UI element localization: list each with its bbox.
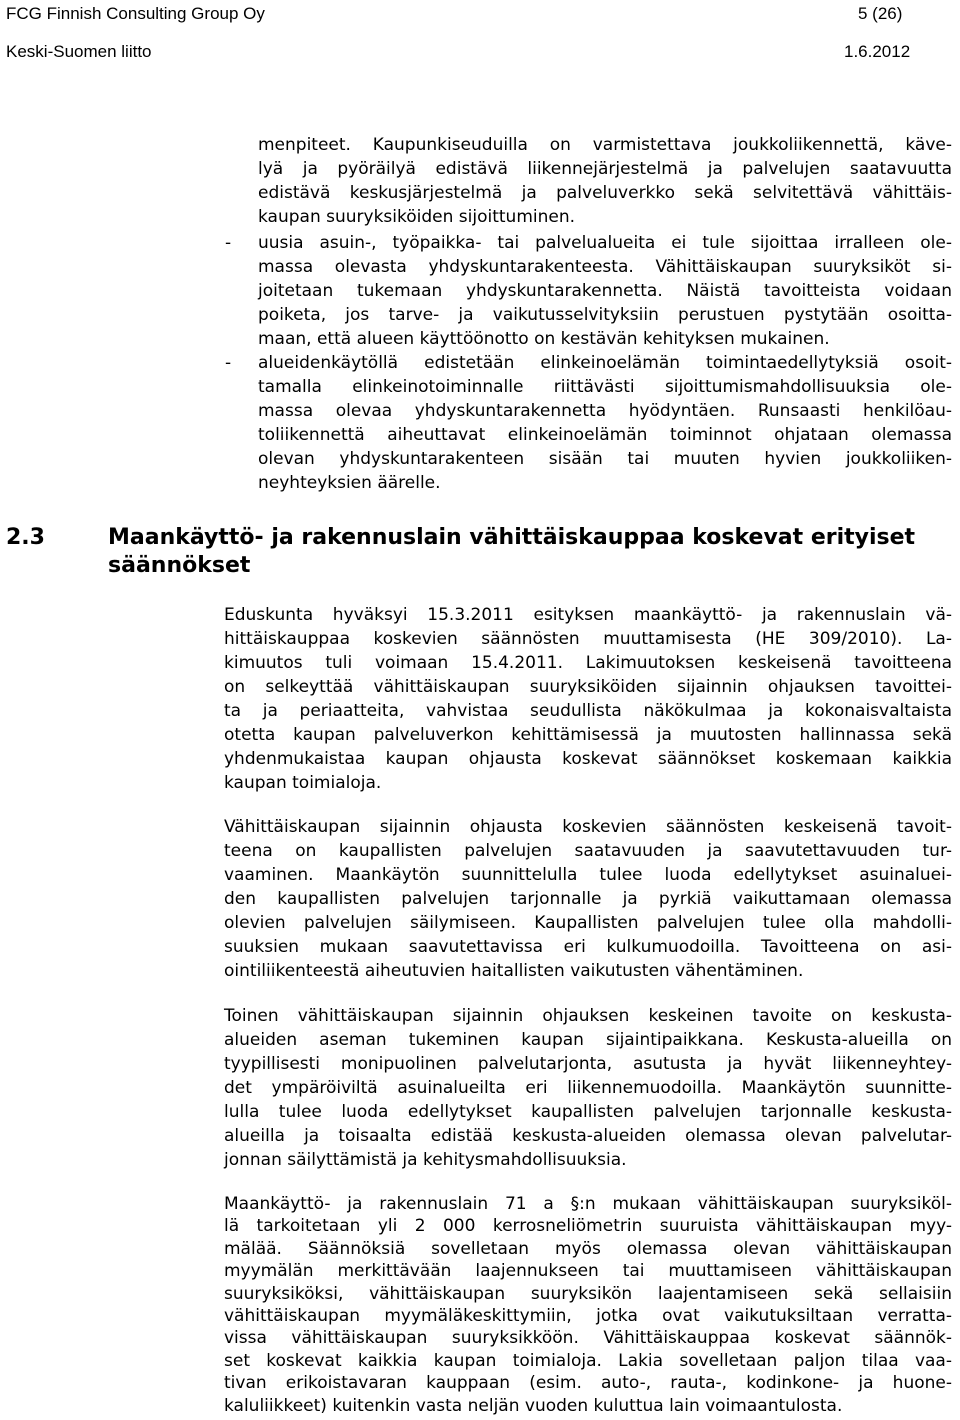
paragraph-line: lyä ja pyöräilyä edistävä liikennejärjestelmä ja palvelujen saatavuutta: [258, 159, 952, 179]
section-number: 2.3: [6, 525, 45, 550]
bullet-line: poiketa, jos tarve- ja vaikutusselvityksiin perustuen pystytään osoitta-: [258, 305, 952, 325]
paragraph-line: ointiliikenteestä aiheutuvien haitallisten vaikutusten vähentäminen.: [224, 961, 804, 981]
bullet-line: toliikennettä aiheuttavat elinkeinoelämän toiminnot ohjataan olemassa: [258, 425, 952, 445]
section-title-line: Maankäyttö- ja rakennuslain vähittäiskauppaa koskevat erityiset: [108, 525, 916, 550]
bullet-line: alueidenkäytöllä edistetään elinkeinoelämän toimintaedellytyksiä osoit-: [258, 353, 952, 373]
paragraph-line: tivan erikoistavaran kauppaan (esim. auto-, rauta-, kodinkone- ja huone-: [224, 1373, 952, 1394]
paragraph-line: kaupan toimialoja.: [224, 773, 382, 793]
paragraph-line: ta ja periaatteita, vahvistaa seudullista näkökulmaa ja kokonaisvaltaista: [224, 701, 952, 721]
header-company: FCG Finnish Consulting Group Oy: [6, 4, 265, 23]
paragraph-line: den kaupallisten palvelujen tarjonnalle ja pyrkiä vaikuttamaan olemassa: [224, 889, 952, 909]
bullet-dash: -: [225, 353, 232, 373]
paragraph-line: Maankäyttö- ja rakennuslain 71 a §:n mukaan vähittäiskaupan suuryksiköl-: [224, 1194, 952, 1214]
paragraph-line: lä tarkoitetaan yli 2 000 kerrosneliömetrin suuruista vähittäiskaupan myy-: [224, 1216, 952, 1237]
paragraph-line: myymälän merkittävään laajennukseen tai muuttamiseen vähittäiskaupan: [224, 1261, 952, 1282]
paragraph-line: vähittäiskaupan myymäläkeskittymiin, jotka ovat vaikutuksiltaan verratta-: [224, 1306, 952, 1326]
bullet-line: maan, että alueen käyttöönotto on kestävän kehityksen mukainen.: [258, 329, 830, 349]
paragraph-line: kimuutos tuli voimaan 15.4.2011. Lakimuutoksen keskeisenä tavoitteena: [224, 653, 952, 673]
bullet-line: massa olevaa yhdyskuntarakennetta hyödyntäen. Runsaasti henkilöau-: [258, 401, 952, 421]
paragraph-line: alueilla ja toisaalta edistää keskusta-alueiden olemassa olevan palvelutar-: [224, 1126, 952, 1146]
paragraph-line: set koskevat kaikkia kaupan toimialoja. Lakia sovelletaan paljon tilaa vaa-: [224, 1350, 952, 1371]
paragraph-line: on selkeyttää vähittäiskaupan suuryksiköiden sijainnin ohjauksen tavoittei-: [224, 677, 952, 697]
paragraph-line: vaaminen. Maankäytön suunnittelulla tulee luoda edellytykset asuinaluei-: [224, 865, 952, 885]
paragraph-line: mälää. Säännöksiä sovelletaan myös olemassa olevan vähittäiskaupan: [224, 1238, 952, 1259]
paragraph-line: vissa vähittäiskaupan suuryksikköön. Vähittäiskauppaa koskevat säännök-: [224, 1328, 952, 1349]
paragraph-line: lulla tulee luoda edellytykset kaupallisten palvelujen tarjonnalle keskusta-: [224, 1102, 952, 1122]
paragraph-line: yhdenmukaistaa kaupan ohjausta koskevat säännökset koskemaan kaikkia: [224, 749, 952, 769]
paragraph-line: olevien palvelujen säilymiseen. Kaupallisten palvelujen tulee olla mahdolli-: [224, 913, 952, 933]
paragraph-line: Eduskunta hyväksyi 15.3.2011 esityksen maankäyttö- ja rakennuslain vä-: [224, 605, 952, 625]
bullet-dash: -: [225, 233, 232, 253]
header-page-number: 5 (26): [858, 4, 903, 23]
paragraph-line: suuksien mukaan saavutettavissa eri kulkumuodoilla. Tavoitteena on asi-: [224, 937, 952, 957]
bullet-line: olevan yhdyskuntarakenteen sisään tai muuten hyvien joukkoliiken-: [258, 449, 952, 469]
header-client: Keski-Suomen liitto: [6, 42, 152, 61]
paragraph-line: kaupan suuryksiköiden sijoittuminen.: [258, 207, 576, 227]
paragraph-line: Toinen vähittäiskaupan sijainnin ohjauksen keskeinen tavoite on keskusta-: [224, 1006, 952, 1026]
paragraph-line: kaluliikkeet) kuitenkin vasta neljän vuoden kuluttua lain voimaantulosta.: [224, 1395, 843, 1416]
bullet-line: uusia asuin-, työpaikka- tai palvelualueita ei tule sijoittaa irralleen ole-: [258, 233, 952, 253]
paragraph-line: otetta kaupan palveluverkon kehittämisessä ja muutosten hallinnassa sekä: [224, 725, 952, 745]
paragraph-line: Vähittäiskaupan sijainnin ohjausta koskevien säännösten keskeisenä tavoit-: [224, 817, 952, 837]
paragraph-line: edistävä keskusjärjestelmä ja palveluverkko sekä selvitettävä vähittäis-: [258, 183, 952, 203]
paragraph-line: menpiteet. Kaupunkiseuduilla on varmistettava joukkoliikennettä, käve-: [258, 135, 952, 155]
paragraph-line: teena on kaupallisten palvelujen saatavuuden ja saavutettavuuden tur-: [224, 841, 952, 861]
section-title-line: säännökset: [108, 553, 251, 578]
bullet-line: joitetaan tukemaan yhdyskuntarakennetta. Näistä tavoitteista voidaan: [258, 281, 952, 301]
paragraph-line: hittäiskauppaa koskevien säännösten muuttamisesta (HE 309/2010). La-: [224, 629, 952, 649]
paragraph-line: det ympäröiviltä asuinalueilta eri liikennemuodoilla. Maankäytön suunnitte-: [224, 1078, 952, 1098]
paragraph-line: alueiden aseman tukeminen kaupan sijaintipaikkana. Keskusta-alueilla on: [224, 1030, 952, 1050]
header-date: 1.6.2012: [844, 42, 911, 61]
bullet-line: tamalla elinkeinotoiminnalle riittävästi sijoittumismahdollisuuksia ole-: [258, 377, 952, 397]
paragraph-line: tyypillisesti monipuolinen palvelutarjonta, asutusta ja hyvät liikenneyhtey-: [224, 1054, 952, 1074]
paragraph-line: suuryksiköksi, vähittäiskaupan suuryksikön laajentamiseen sekä sellaisiin: [224, 1283, 952, 1304]
paragraph-line: jonnan säilyttämistä ja kehitysmahdollisuuksia.: [224, 1150, 627, 1170]
bullet-line: neyhteyksien äärelle.: [258, 473, 441, 493]
bullet-line: massa olevasta yhdyskuntarakenteesta. Vähittäiskaupan suuryksiköt si-: [258, 257, 952, 277]
